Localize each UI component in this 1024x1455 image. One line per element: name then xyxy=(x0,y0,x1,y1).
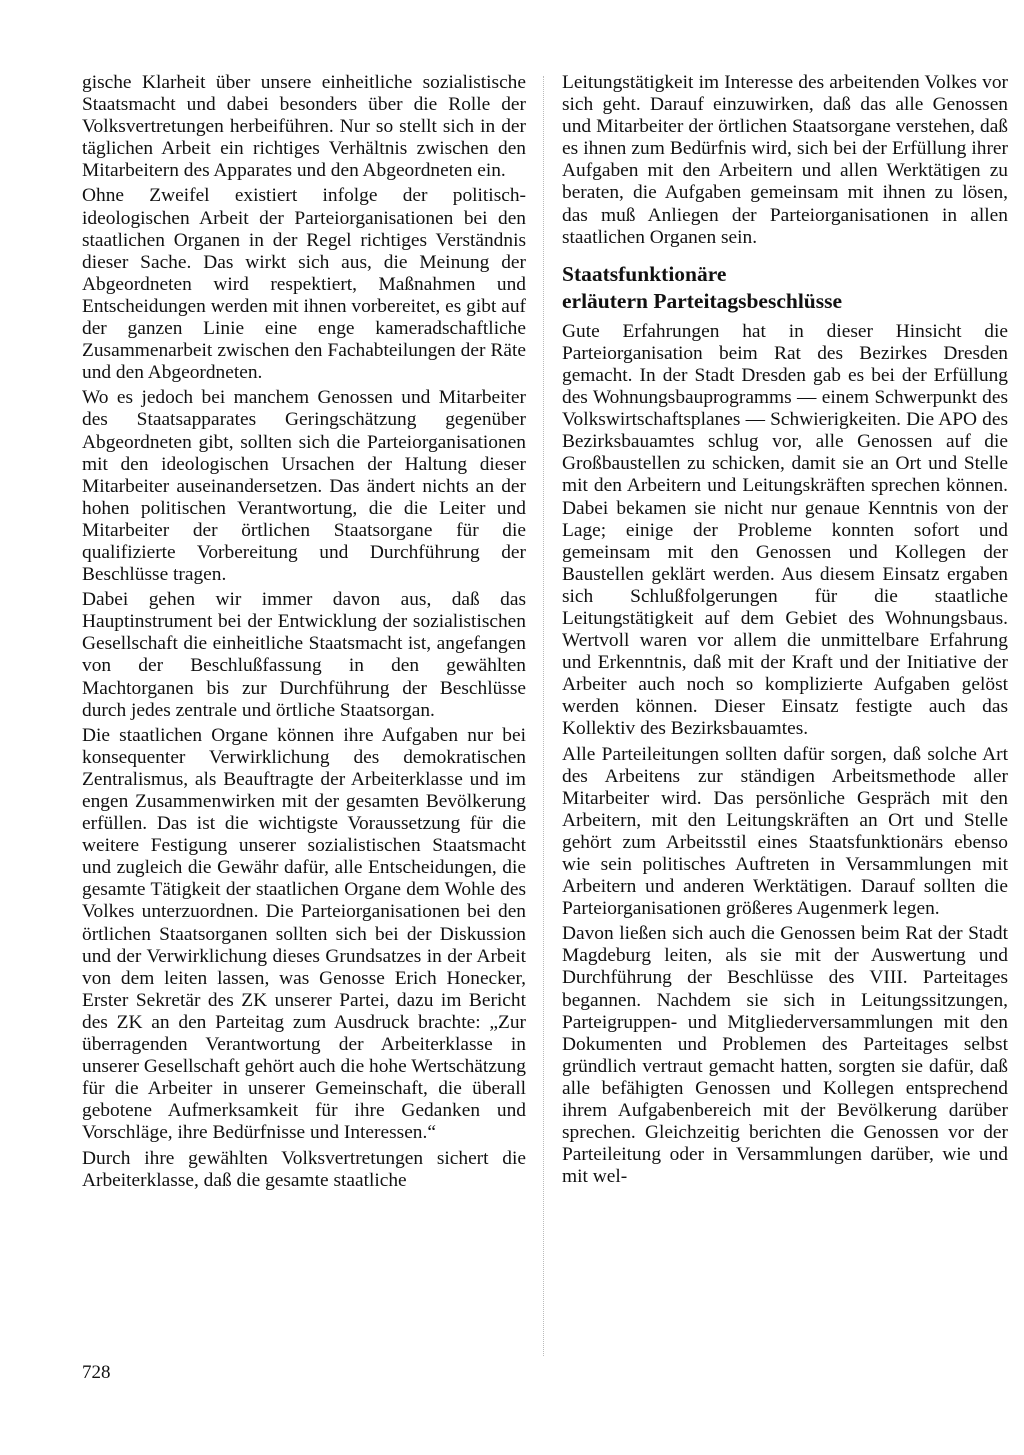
page-number: 728 xyxy=(82,1362,111,1383)
paragraph: Die staatlichen Organe können ihre Aufgaben nur bei konsequenter Verwirklichung des demokratischen Zentralismus, als Beauftragte der Arbeiterklasse und im engen Zusammenwirken mit der gesamten Bevölkerung erfüllen. Das ist die wichtigste Voraussetzung für die weitere Festigung unserer sozialistischen Staatsmacht und zugleich die Gewähr dafür, alle Entscheidungen, die gesamte Tätigkeit der staatlichen Organe dem Wohle des Volkes unterzuordnen. Die Parteiorganisationen bei den örtlichen Staatsorganen sollten sich bei der Diskussion und der Verwirklichung dieses Grundsatzes in der Arbeit von dem leiten lassen, was Genosse Erich Honecker, Erster Sekretär des ZK unserer Partei, dazu im Bericht des ZK an den Parteitag zum Ausdruck brachte: „Zur überragenden Verantwortung der Arbeiterklasse in unserer Gesellschaft gehört auch die hohe Wertschätzung für die Arbeiter in unserer Gemeinschaft, die überall gebotene Aufmerksamkeit für ihre Gedanken und Vorschläge, ihre Bedürfnisse und Interessen.“ xyxy=(82,724,526,1144)
right-column xyxy=(562,72,1008,1191)
paragraph: Alle Parteileitungen sollten dafür sorgen, daß solche Art des Arbeitens zur ständigen Arbeitsmethode aller Mitarbeiter wird. Das persönliche Gespräch mit den Arbeitern, mit den Leitungskräften an Ort und Stelle gehört zum Arbeitsstil eines Staatsfunktionärs ebenso wie sein politisches Auftreten in Versammlungen mit Arbeitern und anderen Werktätigen. Darauf sollten die Parteiorganisationen größeres Augenmerk legen. xyxy=(562,743,1008,920)
paragraph: gische Klarheit über unsere einheitliche sozialistische Staatsmacht und dabei besonders über die Rolle der Volksvertretungen herbeiführen. Nur so stellt sich in der täglichen Arbeit ein richtiges Verhältnis zwischen den Mitarbeitern des Apparates und den Abgeordneten ein. xyxy=(82,72,526,182)
paragraph: Ohne Zweifel existiert infolge der politisch-ideologischen Arbeit der Parteiorganisationen bei den staatlichen Organen in der Regel richtiges Verständnis dieser Sache. Das wirkt sich aus, die Meinung der Abgeordneten wird respektiert, Maßnahmen und Entscheidungen werden mit ihnen vorbereitet, es gibt auf der ganzen Linie eine enge kameradschaftliche Zusammenarbeit zwischen den Fachabteilungen der Räte und den Abgeordneten. xyxy=(82,185,526,384)
paragraph: Leitungstätigkeit im Interesse des arbeitenden Volkes vor sich geht. Darauf einzuwirken, daß das alle Genossen und Mitarbeiter der örtlichen Staatsorgane verstehen, daß es ihnen zum Bedürfnis wird, sich bei der Erfüllung ihrer Aufgaben mit den Arbeitern und allen Werktätigen zu beraten, die Aufgaben gemeinsam mit ihnen zu lösen, das muß Anliegen der Parteiorganisationen in allen staatlichen Organen sein. xyxy=(562,72,1008,248)
section-heading xyxy=(562,261,1008,315)
paragraph: Gute Erfahrungen hat in dieser Hinsicht die Parteiorganisation beim Rat des Bezirkes Dresden gemacht. In der Stadt Dresden gab es bei der Erfüllung des Wohnungsbauprogramms — einem Schwerpunkt des Volkswirtschaftsplanes — Schwierigkeiten. Die APO des Bezirksbauamtes schlug vor, alle Genossen auf die Großbaustellen zu schicken, damit sie an Ort und Stelle mit den Arbeitern und Leitungskräften sprechen können. Dabei bekamen sie nicht nur genaue Kenntnis von der Lage; einige der Probleme konnten sofort und gemeinsam mit den Genossen und Kollegen der Baustellen geklärt werden. Aus diesem Einsatz ergaben sich Schlußfolgerungen für die staatliche Leitungstätigkeit auf dem Gebiet des Wohnungsbaus. Wertvoll waren vor allem die unmittelbare Erfahrung und Erkenntnis, daß mit der Kraft und der Initiative der Arbeiter auch noch so komplizierte Aufgaben gelöst werden können. Dieser Einsatz festigte auch das Kollektiv des Bezirksbauamtes. xyxy=(562,320,1008,740)
column-divider xyxy=(543,76,544,1356)
paragraph: Dabei gehen wir immer davon aus, daß das Hauptinstrument bei der Entwicklung der sozialistischen Gesellschaft die einheitliche Staatsmacht ist, angefangen von der Beschlußfassung in den gewählten Machtorganen bis zur Durchführung der Beschlüsse durch jedes zentrale und örtliche Staatsorgan. xyxy=(82,589,526,721)
paragraph: Davon ließen sich auch die Genossen beim Rat der Stadt Magdeburg leiten, als sie mit der Auswertung und Durchführung der Beschlüsse des VIII. Parteitages begannen. Nachdem sie sich in Leitungssitzungen, Parteigruppen- und Mitgliederversammlungen mit den Dokumenten und Problemen des Parteitages selbst gründlich vertraut gemacht hatten, sorgten sie dafür, daß alle befähigten Genossen und Kollegen entsprechend ihrem Aufgabenbereich mit der Bevölkerung darüber sprechen. Gleichzeitig berichten die Genossen vor der Parteileitung oder in Versammlungen darüber, wie und mit wel- xyxy=(562,923,1008,1188)
left-column xyxy=(82,72,526,1195)
paragraph: Durch ihre gewählten Volksvertretungen sichert die Arbeiterklasse, daß die gesamte staatliche xyxy=(82,1147,526,1191)
section-heading-line-1: Staatsfunktionäre xyxy=(562,261,727,286)
section-heading-line-2: erläutern Parteitagsbeschlüsse xyxy=(562,288,843,313)
paragraph: Wo es jedoch bei manchem Genossen und Mitarbeiter des Staatsapparates Geringschätzung gegenüber Abgeordneten gibt, sollten sich die Parteiorganisationen mit den ideologischen Ursachen der Haltung dieser Mitarbeiter auseinandersetzen. Das ändert nichts an der hohen politischen Verantwortung, die die Leiter und Mitarbeiter der örtlichen Staatsorgane für die qualifizierte Vorbereitung und Durchführung der Beschlüsse tragen. xyxy=(82,387,526,586)
